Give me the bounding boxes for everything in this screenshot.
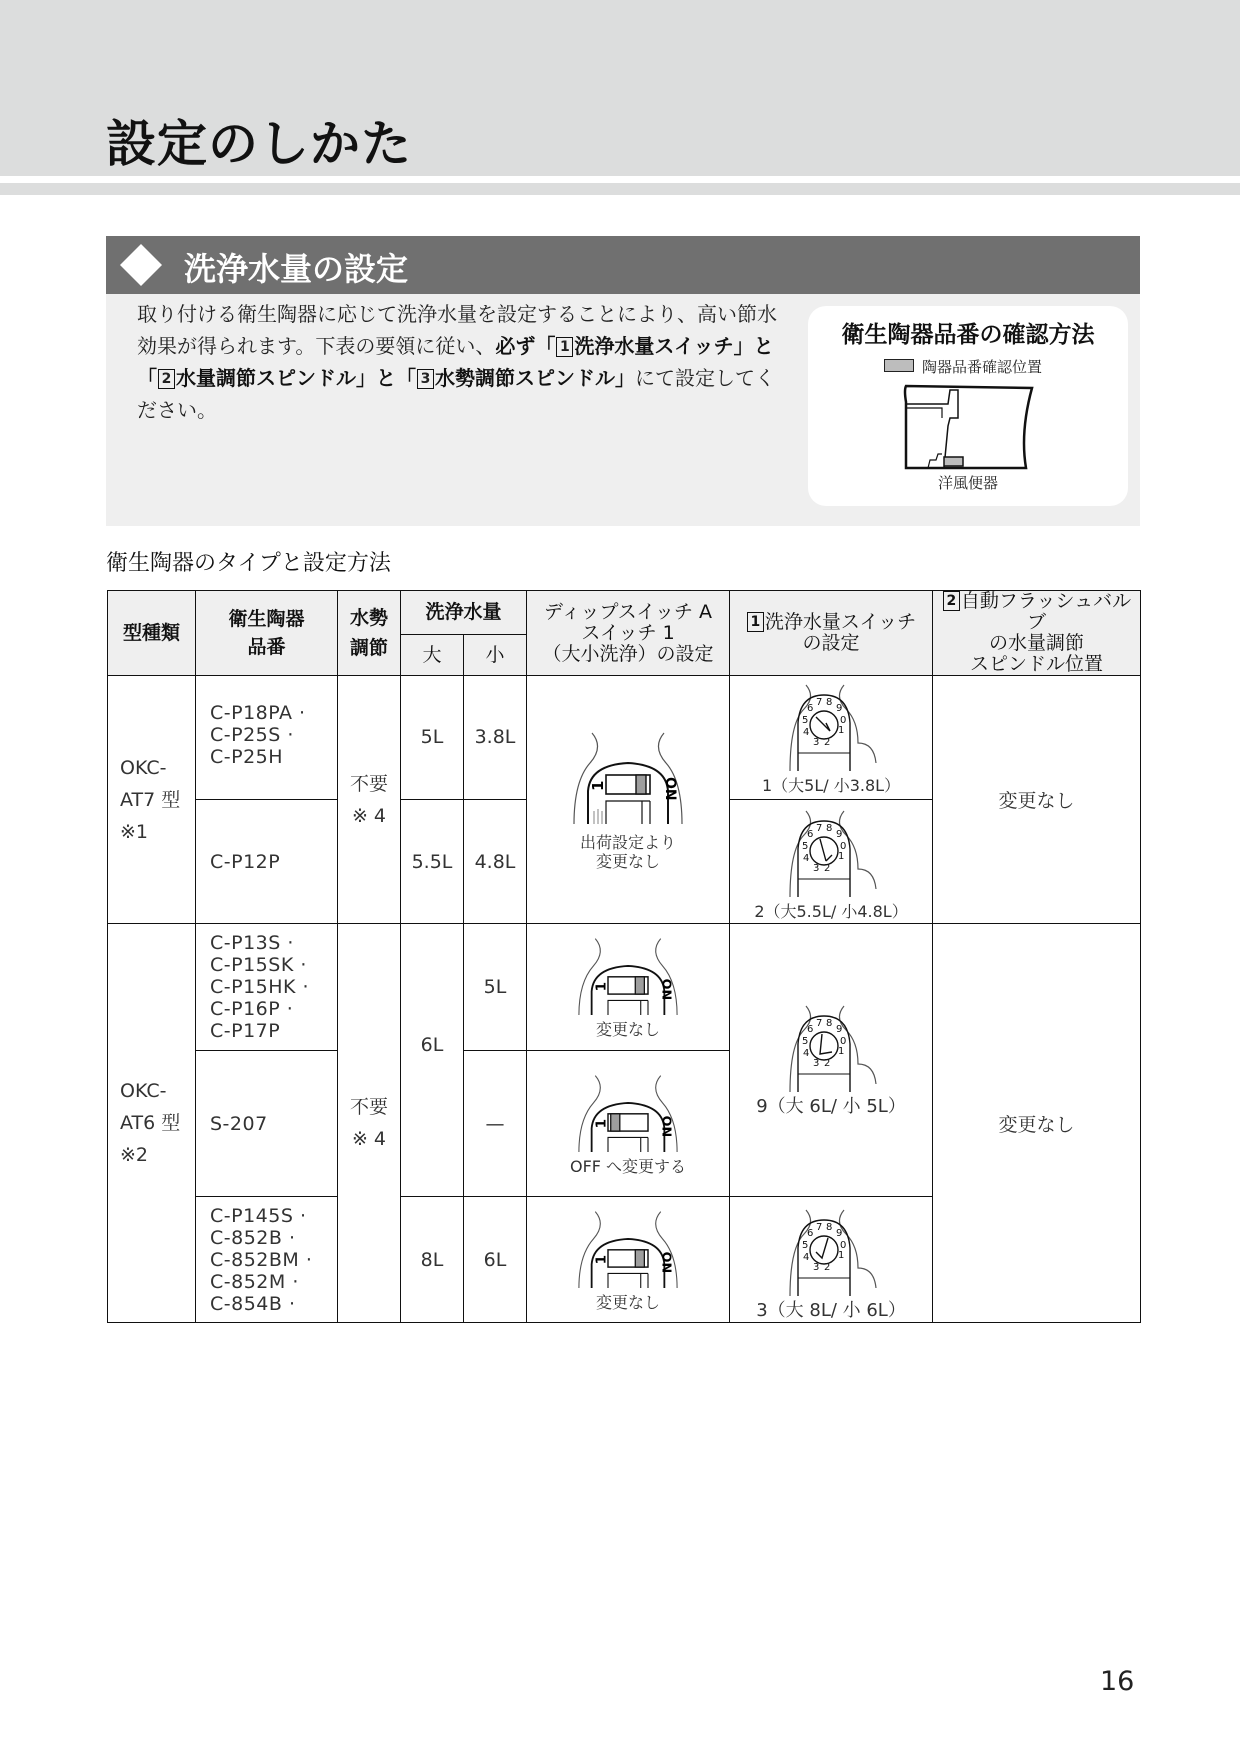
- model-item: C-852B ·: [210, 1226, 296, 1249]
- table-row: [108, 924, 1141, 1051]
- intro-part1: 取り付ける衛生陶器に応じて洗浄水量を設定することにより、高い節水効果が得られます。下表の要領に従い、: [137, 302, 777, 358]
- rotary-switch-icon: [776, 683, 886, 771]
- svg-text:3: 3: [813, 1262, 820, 1273]
- pressure-line2: ※ 4: [351, 1128, 387, 1150]
- svg-text:1: 1: [593, 981, 610, 992]
- svg-text:2: 2: [824, 863, 831, 874]
- model-cell: [196, 924, 338, 1051]
- model-item: C-P25H: [210, 746, 284, 768]
- model-item: C-P145S ·: [210, 1204, 307, 1227]
- dip-switch-icon: [573, 935, 683, 1015]
- rotary-switch-icon: [776, 1004, 886, 1092]
- header-large: 大: [401, 635, 464, 676]
- svg-text:8: 8: [826, 1222, 833, 1233]
- type-line1: OKC-: [120, 1080, 167, 1102]
- svg-text:1: 1: [838, 725, 845, 736]
- number-box-3: 3: [417, 369, 434, 389]
- svg-text:5: 5: [802, 1240, 809, 1251]
- svg-text:0: 0: [840, 841, 847, 852]
- header-spindle-line2: の水量調節: [989, 632, 1085, 654]
- rotary-switch-icon: [776, 1208, 886, 1296]
- header-model: [196, 591, 338, 676]
- svg-text:2: 2: [824, 1058, 831, 1069]
- dip-caption-line2: 変更なし: [596, 851, 661, 871]
- switch-caption: 1（大5L/ 小3.8L）: [761, 776, 901, 795]
- pressure-cell: [338, 676, 401, 924]
- volume-switch-cell: [730, 676, 933, 800]
- header-dip-line2: スイッチ 1: [581, 621, 675, 644]
- large-volume-cell: 5.5L: [401, 800, 464, 924]
- dip-switch-cell: [527, 924, 730, 1051]
- svg-text:3: 3: [813, 863, 820, 874]
- dip-caption-line1: 出荷設定より: [580, 832, 677, 852]
- type-cell: [108, 676, 196, 924]
- header-dip-switch: [527, 591, 730, 676]
- intro-text: [137, 298, 787, 426]
- svg-text:7: 7: [816, 1222, 823, 1233]
- type-line3: ※2: [120, 1144, 149, 1166]
- dip-caption: 変更なし: [596, 1292, 661, 1312]
- dip-switch-icon: [568, 729, 688, 824]
- volume-switch-cell: [730, 924, 933, 1197]
- svg-text:6: 6: [807, 1228, 814, 1239]
- dip-switch-icon: [573, 1208, 683, 1288]
- model-item: C-P18PA ·: [210, 702, 306, 724]
- svg-text:9: 9: [836, 1024, 843, 1035]
- settings-table: [107, 590, 1141, 1323]
- model-item: S-207: [210, 1112, 268, 1135]
- intro-bold4: 水勢調節スピンドル」: [435, 366, 635, 390]
- intro-bold3: 水量調節スピンドル」と「: [176, 366, 416, 390]
- svg-text:8: 8: [826, 697, 833, 708]
- pressure-line2: ※ 4: [351, 804, 387, 827]
- svg-text:3: 3: [813, 737, 820, 748]
- header-strip: [0, 183, 1240, 195]
- dip-switch-cell: [527, 1197, 730, 1323]
- svg-text:9: 9: [836, 703, 843, 714]
- dip-caption: 変更なし: [596, 1020, 661, 1039]
- pressure-cell: [338, 924, 401, 1323]
- svg-text:6: 6: [807, 1024, 814, 1035]
- svg-text:1: 1: [838, 1250, 845, 1261]
- model-cell: [196, 676, 338, 800]
- large-volume-cell: 8L: [401, 1197, 464, 1323]
- svg-text:2: 2: [824, 1262, 831, 1273]
- header-number-box-1: 1: [747, 612, 764, 632]
- svg-text:6: 6: [807, 829, 814, 840]
- toilet-label: 洋風便器: [937, 474, 998, 492]
- svg-text:4: 4: [803, 1252, 810, 1263]
- svg-text:1: 1: [838, 851, 845, 862]
- small-volume-cell: 4.8L: [464, 800, 527, 924]
- type-line2: AT6 型: [120, 1112, 181, 1134]
- svg-text:1: 1: [593, 1118, 610, 1128]
- svg-text:0: 0: [840, 1036, 847, 1047]
- svg-text:8: 8: [826, 823, 833, 834]
- svg-text:2: 2: [824, 737, 831, 748]
- header-volume-switch: [730, 591, 933, 676]
- volume-switch-cell: [730, 800, 933, 924]
- header-pressure-label: 水勢調節: [349, 607, 388, 659]
- legend-swatch: [884, 359, 914, 372]
- header-spindle-line3: スピンドル位置: [970, 653, 1104, 675]
- pressure-line1: 不要: [349, 772, 388, 795]
- svg-text:4: 4: [803, 853, 810, 864]
- switch-caption: 2（大5.5L/ 小4.8L）: [754, 902, 908, 921]
- type-line3: ※1: [120, 820, 149, 843]
- section-title: 洗浄水量の設定: [184, 250, 409, 288]
- svg-text:4: 4: [803, 1048, 810, 1059]
- header-switch-line2: の設定: [802, 632, 860, 654]
- svg-text:9: 9: [836, 1228, 843, 1239]
- model-cell: [196, 800, 338, 924]
- number-box-1: 1: [556, 337, 573, 357]
- svg-text:0: 0: [840, 715, 847, 726]
- header-switch-line1: 洗浄水量スイッチ: [764, 611, 917, 633]
- header-dip-line1: ディップスイッチ A: [544, 600, 713, 623]
- intro-part2: にて設定してください。: [137, 366, 775, 422]
- header-type: 型種類: [108, 591, 196, 676]
- pressure-line1: 不要: [349, 1096, 388, 1118]
- svg-text:0: 0: [840, 1240, 847, 1251]
- svg-text:ON: ON: [659, 1115, 675, 1137]
- spindle-cell: 変更なし: [933, 676, 1141, 924]
- toilet-diagram-icon: [900, 382, 1040, 472]
- svg-text:1: 1: [593, 1254, 610, 1264]
- model-cell: [196, 1197, 338, 1323]
- model-item: C-854B ·: [210, 1292, 296, 1315]
- model-check-card: [808, 306, 1128, 506]
- svg-text:ON: ON: [662, 776, 679, 801]
- table-row: [108, 676, 1141, 800]
- model-cell: [196, 1051, 338, 1197]
- dip-switch-icon: [573, 1072, 683, 1152]
- spindle-cell: 変更なし: [933, 924, 1141, 1323]
- model-item: C-852BM ·: [210, 1248, 313, 1271]
- diamond-icon: [118, 242, 164, 288]
- model-item: C-852M ·: [210, 1270, 299, 1293]
- header-volume: 洗浄水量: [401, 591, 527, 635]
- svg-text:ON: ON: [659, 1251, 675, 1273]
- small-volume-cell: 3.8L: [464, 676, 527, 800]
- model-item: C-P17P: [210, 1020, 281, 1042]
- type-line1: OKC-: [120, 756, 167, 779]
- svg-text:8: 8: [826, 1018, 833, 1029]
- intro-bold1: 必ず「: [495, 334, 556, 358]
- svg-text:5: 5: [802, 715, 809, 726]
- model-item: C-P13S ·: [210, 932, 294, 954]
- svg-text:ON: ON: [659, 978, 675, 1001]
- legend: [884, 356, 1042, 377]
- svg-text:1: 1: [838, 1046, 845, 1057]
- model-item: C-P25S ·: [210, 724, 294, 746]
- large-volume-cell: 5L: [401, 676, 464, 800]
- model-item: C-P15HK ·: [210, 976, 310, 998]
- rotary-switch-icon: [776, 809, 886, 897]
- dip-switch-cell: [527, 676, 730, 924]
- svg-text:9: 9: [836, 829, 843, 840]
- svg-text:1: 1: [589, 780, 608, 791]
- dip-switch-cell: [527, 1051, 730, 1197]
- volume-switch-cell: [730, 1197, 933, 1323]
- svg-text:7: 7: [816, 823, 823, 834]
- page-number: 16: [1100, 1666, 1135, 1697]
- small-volume-cell: —: [464, 1051, 527, 1197]
- model-item: C-P16P ·: [210, 998, 294, 1020]
- svg-text:7: 7: [816, 697, 823, 708]
- header-spindle: [933, 591, 1141, 676]
- svg-text:3: 3: [813, 1058, 820, 1069]
- large-volume-cell: 6L: [401, 924, 464, 1197]
- header-number-box-2: 2: [943, 591, 960, 611]
- header-pressure: [338, 591, 401, 676]
- svg-text:5: 5: [802, 1036, 809, 1047]
- model-item: C-P12P: [210, 850, 281, 873]
- header-dip-line3: （大小洗浄）の設定: [542, 642, 714, 665]
- header-spindle-line1: 自動フラッシュバルブ: [960, 590, 1132, 633]
- legend-label: 陶器品番確認位置: [922, 358, 1043, 376]
- page-title: 設定のしかた: [106, 115, 412, 173]
- svg-text:5: 5: [802, 841, 809, 852]
- intro-bold2: 洗浄水量スイッチ」と「: [137, 334, 774, 390]
- check-card-title: 衛生陶器品番の確認方法: [841, 322, 1095, 348]
- table-heading: 衛生陶器のタイプと設定方法: [106, 551, 391, 576]
- switch-caption: 3（大 8L/ 小 6L）: [756, 1300, 906, 1321]
- number-box-2: 2: [158, 369, 175, 389]
- type-line2: AT7 型: [120, 788, 181, 811]
- header-small: 小: [464, 635, 527, 676]
- type-cell: [108, 924, 196, 1323]
- svg-text:4: 4: [803, 727, 810, 738]
- small-volume-cell: 5L: [464, 924, 527, 1051]
- small-volume-cell: 6L: [464, 1197, 527, 1323]
- header-gap: [0, 176, 1240, 183]
- svg-text:6: 6: [807, 703, 814, 714]
- model-item: C-P15SK ·: [210, 954, 307, 976]
- switch-caption: 9（大 6L/ 小 5L）: [756, 1096, 906, 1117]
- svg-text:7: 7: [816, 1018, 823, 1029]
- header-model-label: 衛生陶器品番: [228, 608, 305, 658]
- dip-caption: OFF へ変更する: [569, 1156, 687, 1176]
